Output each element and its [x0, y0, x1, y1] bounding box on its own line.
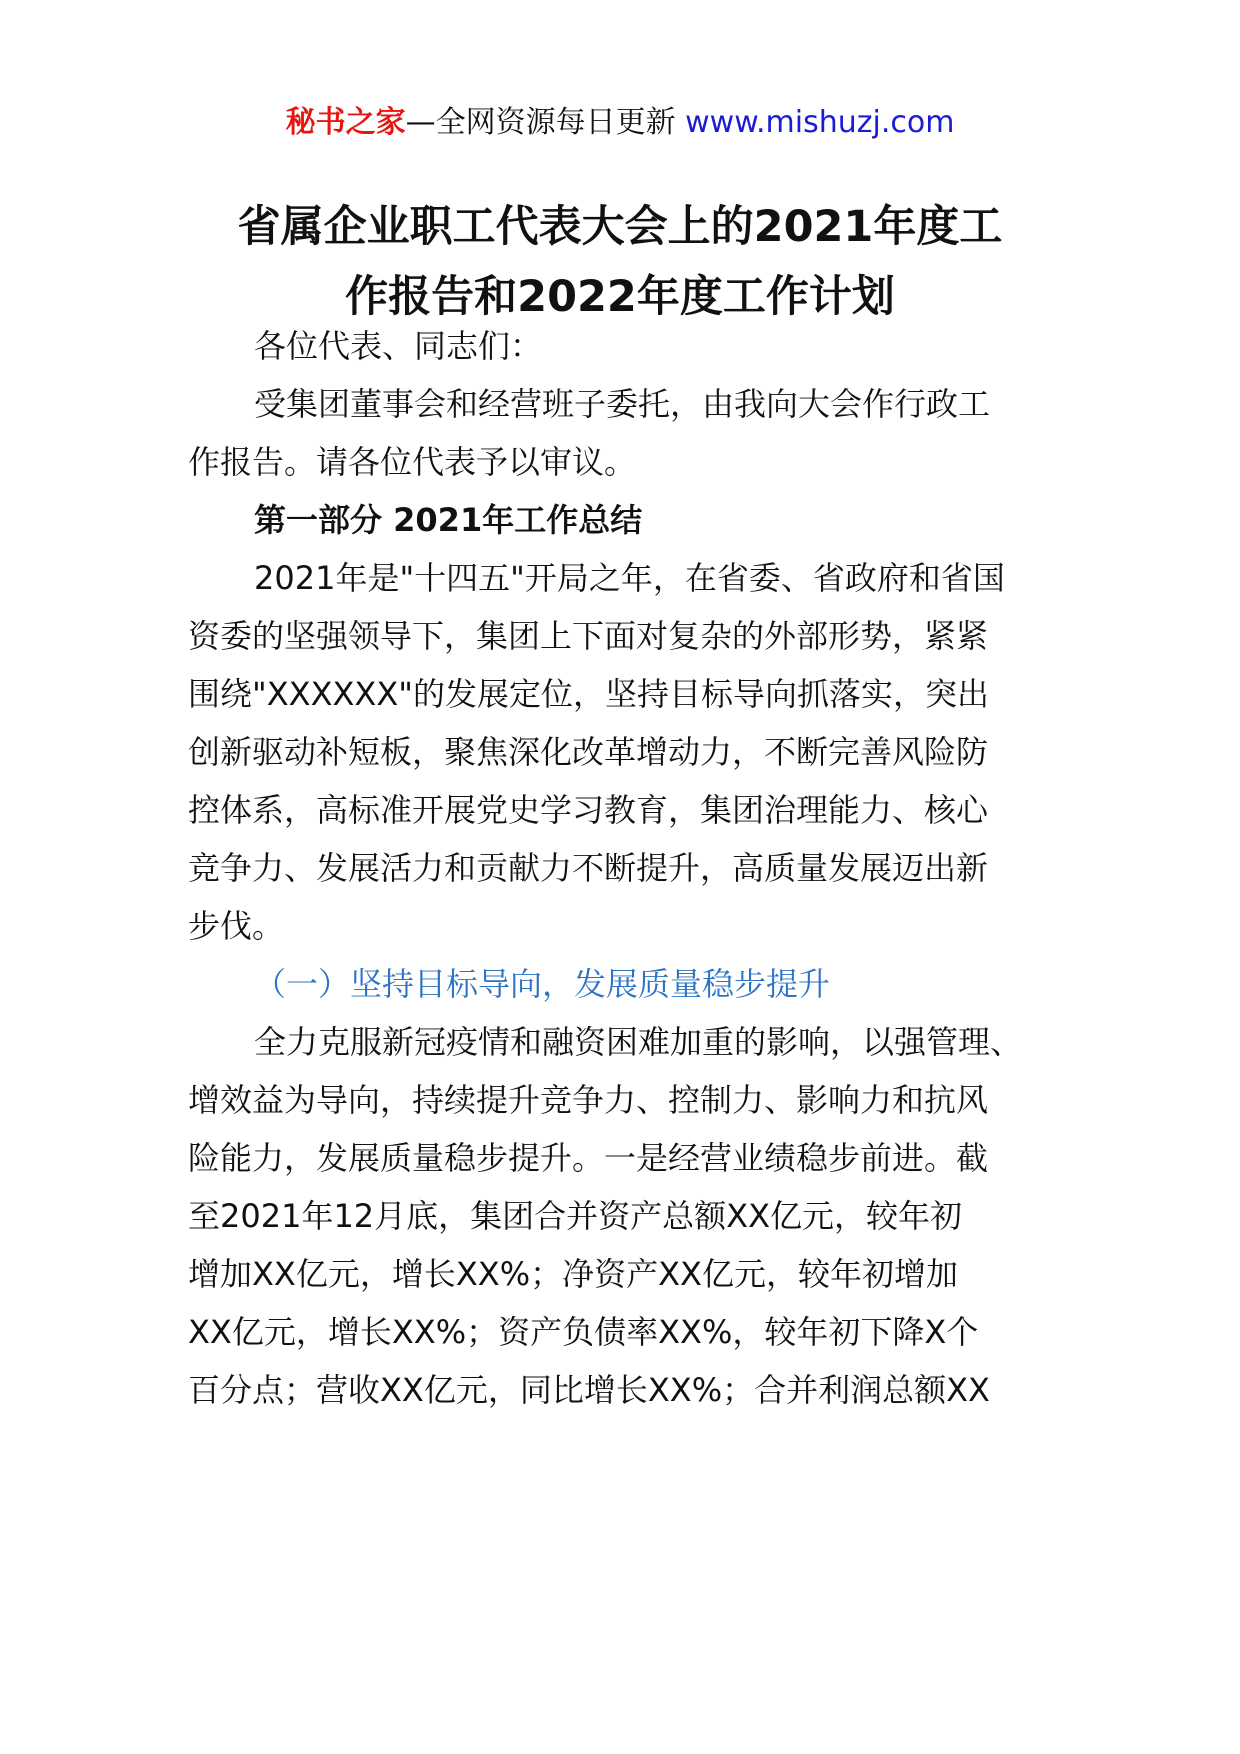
para2-line-3: 险能力，发展质量稳步提升。一是经营业绩稳步前进。截	[188, 1139, 989, 1177]
site-header	[0, 103, 1240, 143]
para2-line-5: 增加XX亿元，增长XX%；净资产XX亿元，较年初增加	[188, 1255, 958, 1293]
brand-name: 秘书之家	[285, 105, 406, 140]
title-line-2: 作报告和2022年度工作计划	[345, 272, 895, 322]
para2-line-1: 全力克服新冠疫情和融资困难加重的影响，以强管理、	[254, 1023, 1023, 1061]
title-line-1: 省属企业职工代表大会上的2021年度工	[237, 202, 1003, 252]
para2-line-2: 增效益为导向，持续提升竞争力、控制力、影响力和抗风	[188, 1081, 989, 1119]
para1-line-6: 竞争力、发展活力和贡献力不断提升，高质量发展迈出新	[188, 849, 989, 887]
para1-line-7: 步伐。	[188, 907, 285, 945]
para2-line-7: 百分点；营收XX亿元，同比增长XX%；合并利润总额XX	[188, 1371, 990, 1409]
para1-line-2: 资委的坚强领导下，集团上下面对复杂的外部形势，紧紧	[188, 617, 989, 655]
para2-line-6: XX亿元，增长XX%；资产负债率XX%，较年初下降X个	[188, 1313, 979, 1351]
para2-line-4: 至2021年12月底，集团合并资产总额XX亿元，较年初	[188, 1197, 963, 1235]
para1-line-4: 创新驱动补短板，聚焦深化改革增动力，不断完善风险防	[188, 733, 989, 771]
part1-heading: 第一部分 2021年工作总结	[254, 501, 643, 539]
greeting: 各位代表、同志们：	[254, 327, 543, 365]
header-tagline: —全网资源每日更新	[405, 105, 676, 140]
section1-heading: （一）坚持目标导向，发展质量稳步提升	[254, 965, 831, 1003]
intro-line-2: 作报告。请各位代表予以审议。	[188, 443, 637, 481]
para1-line-1: 2021年是"十四五"开局之年，在省委、省政府和省国	[254, 559, 1005, 597]
para1-line-3: 围绕"XXXXXX"的发展定位，坚持目标导向抓落实，突出	[188, 675, 989, 713]
site-url-link[interactable]: www.mishuzj.com	[685, 105, 955, 140]
document-title	[120, 192, 1120, 332]
para1-line-5: 控体系，高标准开展党史学习教育，集团治理能力、核心	[188, 791, 989, 829]
intro-line-1: 受集团董事会和经营班子委托，由我向大会作行政工	[254, 385, 991, 423]
